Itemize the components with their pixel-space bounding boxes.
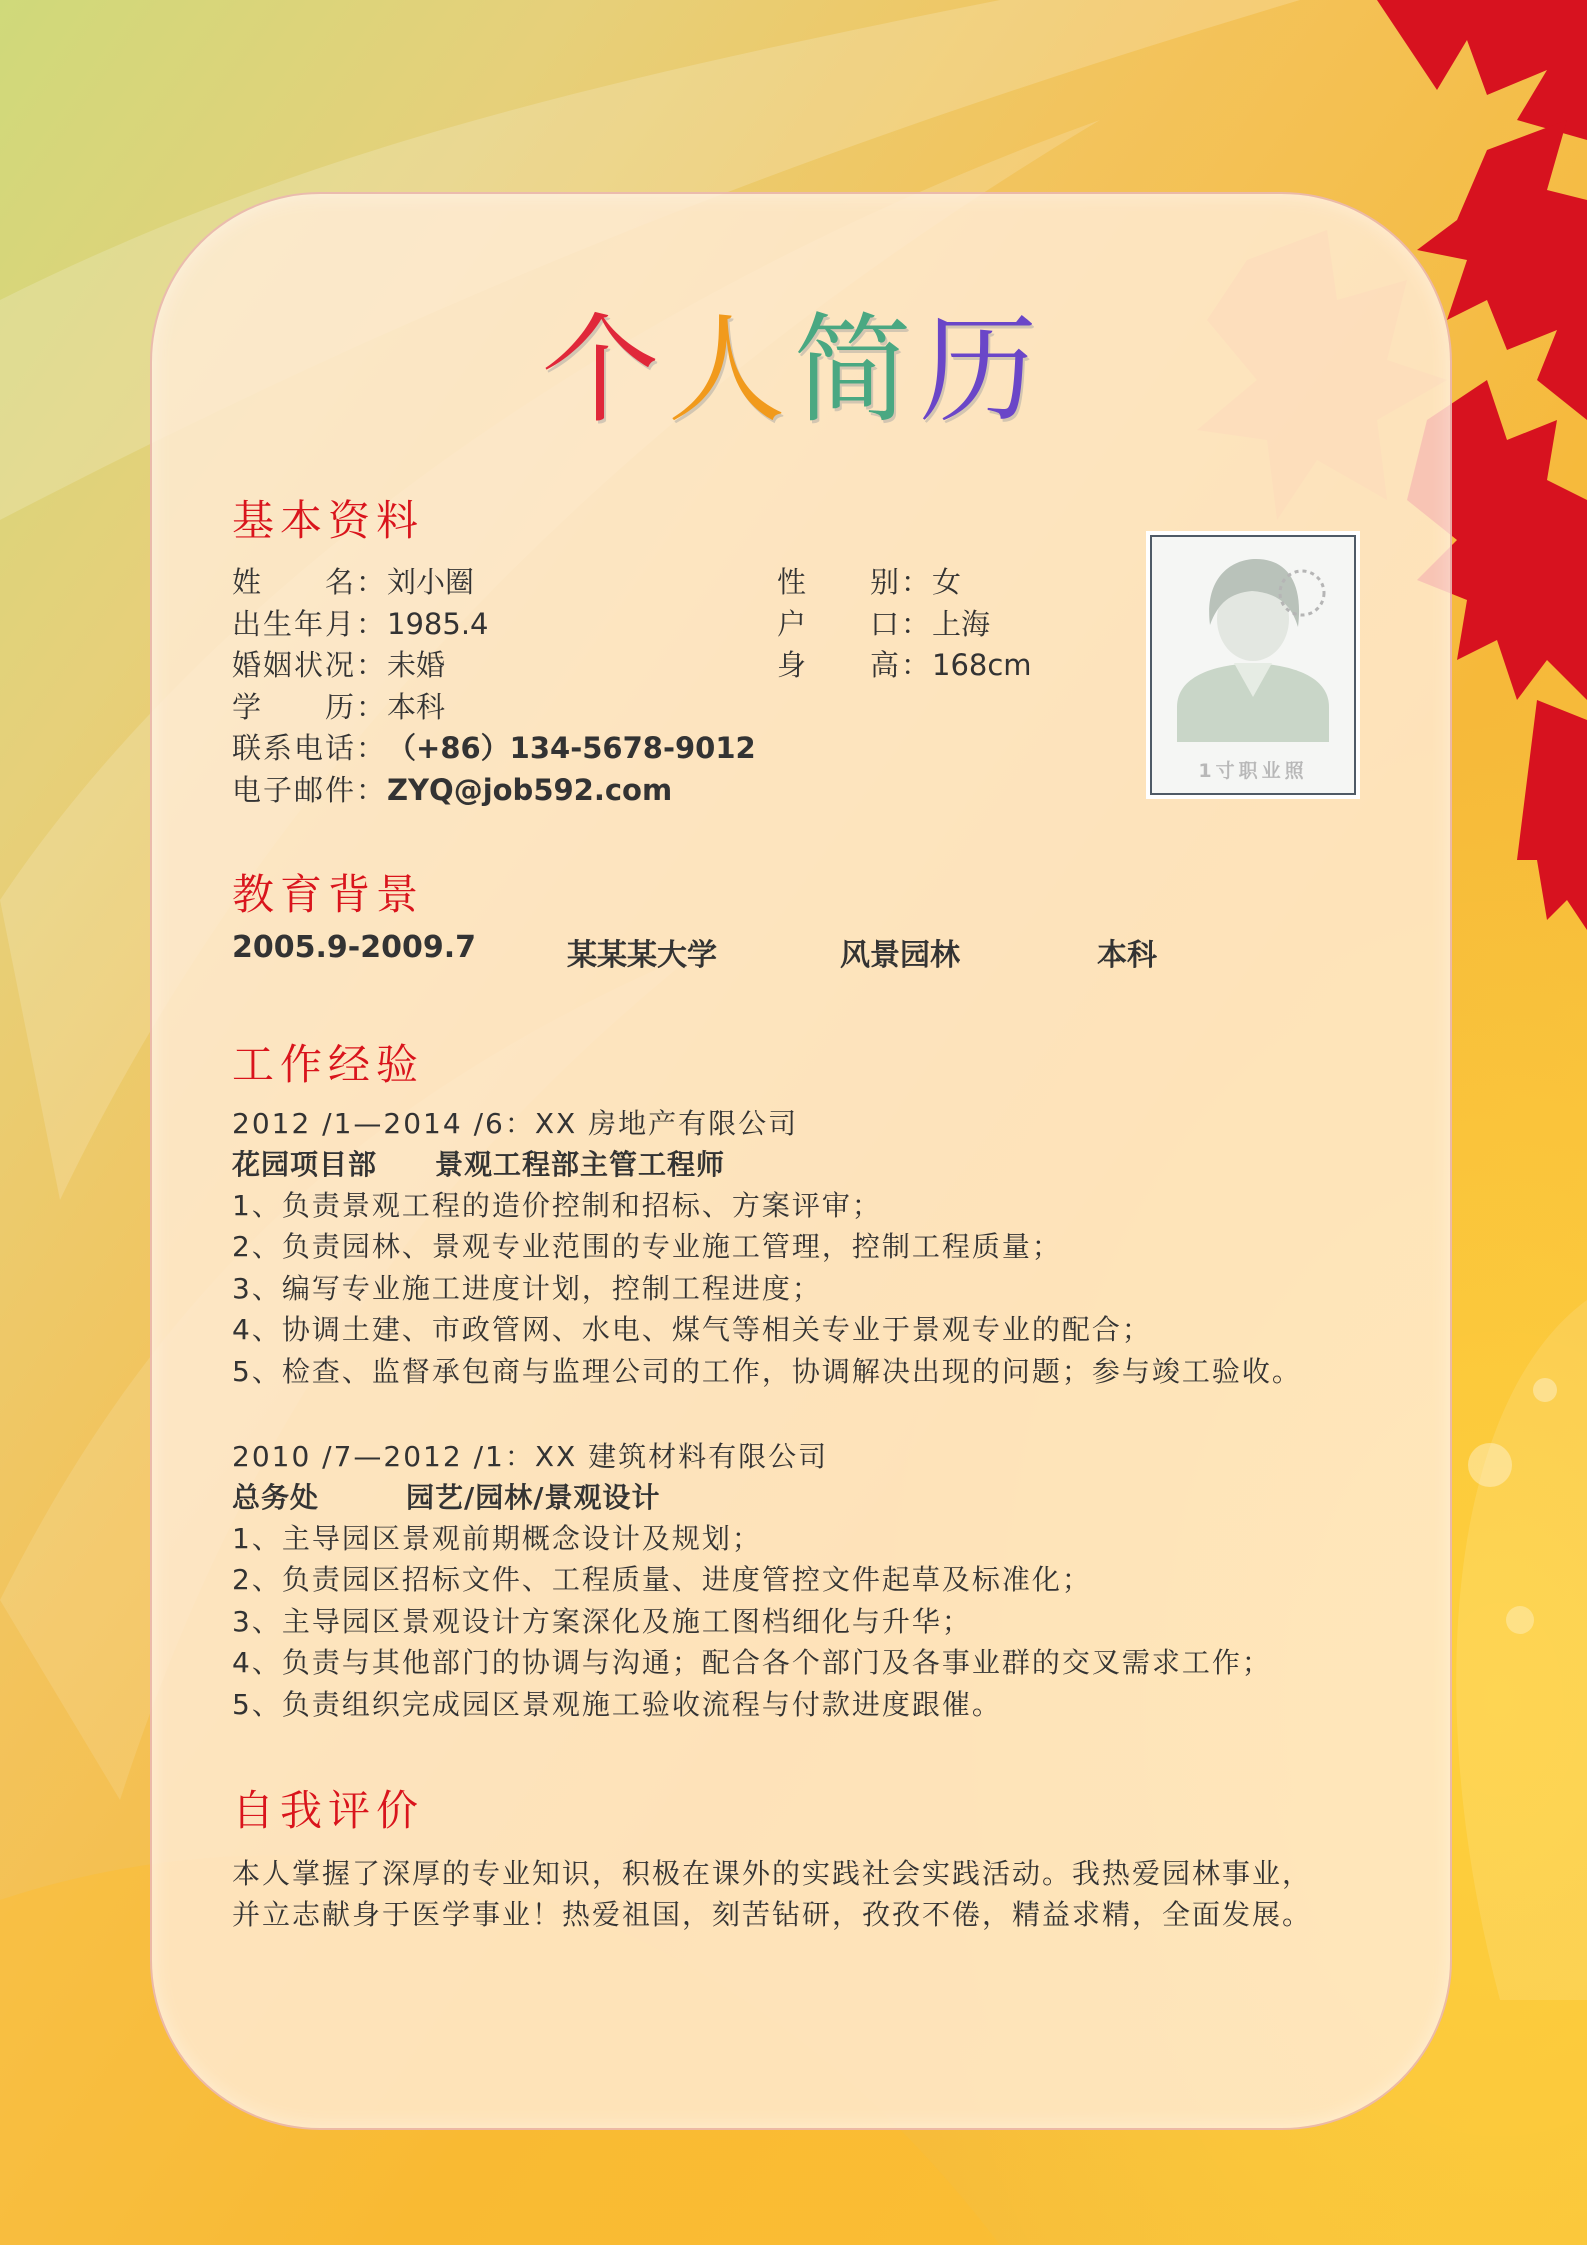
job-duty: 4、协调土建、市政管网、水电、煤气等相关专业于景观专业的配合；	[232, 1313, 1152, 1346]
field-value: 本科	[387, 690, 446, 724]
field-phone	[232, 726, 756, 767]
field-label: 电子邮件：	[232, 773, 388, 807]
field-value: 168cm	[932, 648, 1032, 682]
field-label: 姓 名：	[232, 565, 388, 599]
section-heading-self: 自我评价	[232, 1786, 425, 1835]
field-label: 联系电话：	[232, 731, 388, 765]
section-heading-basic: 基本资料	[232, 496, 425, 545]
field-value: 上海	[932, 607, 991, 641]
job-dept: 总务处 园艺/园林/景观设计	[232, 1481, 661, 1514]
photo-placeholder[interactable]	[1150, 535, 1356, 795]
title-char-3: 简	[793, 301, 920, 439]
field-label: 出生年月：	[232, 607, 388, 641]
job-period: 2012 /1—2014 /6：XX 房地产有限公司	[232, 1107, 799, 1140]
job-duty: 1、主导园区景观前期概念设计及规划；	[232, 1522, 762, 1555]
field-gender	[777, 560, 961, 601]
title-char-4: 历	[919, 301, 1046, 439]
education-major: 风景园林	[840, 938, 960, 973]
job-duty: 3、主导园区景观设计方案深化及施工图档细化与升华；	[232, 1605, 972, 1638]
education-school: 某某某大学	[567, 938, 717, 973]
field-label: 身 高：	[777, 648, 933, 682]
field-email	[232, 768, 672, 809]
field-label: 户 口：	[777, 607, 933, 641]
field-value: ZYQ@job592.com	[387, 773, 673, 807]
job-period: 2010 /7—2012 /1：XX 建筑材料有限公司	[232, 1440, 829, 1473]
job-duty: 1、负责景观工程的造价控制和招标、方案评审；	[232, 1189, 882, 1222]
title-char-1: 个	[541, 301, 668, 439]
job-duty: 2、负责园区招标文件、工程质量、进度管控文件起草及标准化；	[232, 1563, 1092, 1596]
job-duty: 2、负责园林、景观专业范围的专业施工管理，控制工程质量；	[232, 1230, 1062, 1263]
photo-label: 1寸职业照	[1198, 760, 1308, 782]
field-value: 未婚	[387, 648, 446, 682]
education-period: 2005.9-2009.7	[232, 930, 476, 965]
field-value: 刘小圈	[387, 565, 475, 599]
section-heading-education: 教育背景	[232, 870, 425, 919]
self-evaluation-line: 本人掌握了深厚的专业知识，积极在课外的实践社会实践活动。我热爱园林事业，	[232, 1857, 1313, 1890]
field-hukou	[777, 602, 990, 643]
field-value: 1985.4	[387, 607, 489, 641]
field-birth	[232, 602, 489, 643]
field-label: 婚姻状况：	[232, 648, 388, 682]
field-name	[232, 560, 474, 601]
self-evaluation-line: 并立志献身于医学事业！热爱祖国，刻苦钻研，孜孜不倦，精益求精，全面发展。	[232, 1898, 1313, 1931]
job-dept: 花园项目部 景观工程部主管工程师	[232, 1148, 726, 1181]
field-height	[777, 643, 1032, 684]
job-duty: 3、编写专业施工进度计划，控制工程进度；	[232, 1272, 822, 1305]
title-char-2: 人	[667, 301, 794, 439]
field-value: 女	[932, 565, 962, 599]
field-degree	[232, 685, 445, 726]
field-label: 性 别：	[777, 565, 933, 599]
resume-title	[0, 300, 1587, 440]
person-silhouette-icon	[1152, 537, 1354, 752]
job-duty: 5、负责组织完成园区景观施工验收流程与付款进度跟催。	[232, 1688, 1002, 1721]
education-degree: 本科	[1097, 938, 1157, 973]
field-value: （+86）134-5678-9012	[387, 731, 756, 765]
section-heading-work: 工作经验	[232, 1040, 425, 1089]
job-duty: 5、检查、监督承包商与监理公司的工作，协调解决出现的问题；参与竣工验收。	[232, 1355, 1302, 1388]
field-label: 学 历：	[232, 690, 388, 724]
field-marital	[232, 643, 445, 684]
job-duty: 4、负责与其他部门的协调与沟通；配合各个部门及各事业群的交叉需求工作；	[232, 1646, 1272, 1679]
